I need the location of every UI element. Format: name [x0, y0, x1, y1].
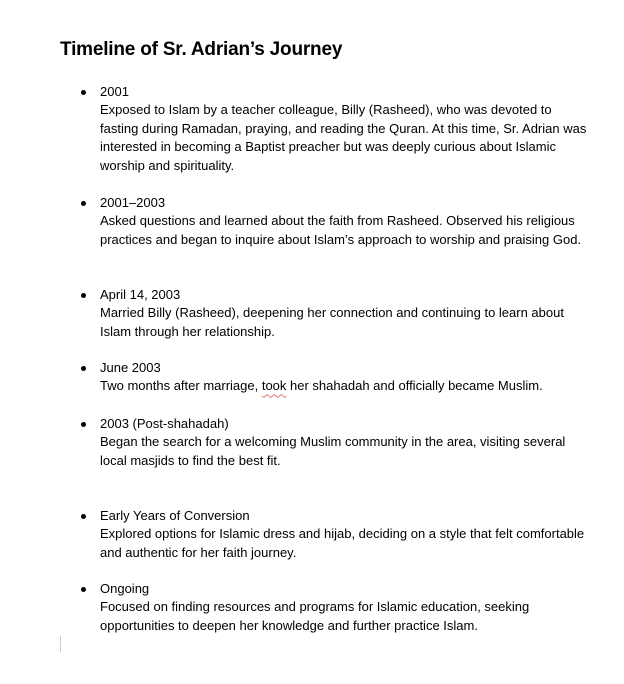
- timeline-entry: [100, 580, 590, 635]
- entry-date: 2001: [100, 84, 129, 99]
- description-text: Two months after marriage,: [100, 378, 262, 394]
- entry-description: Began the search for a welcoming Muslim community in the area, visiting several local masjids to find the best fit.: [100, 434, 566, 468]
- bullet-icon: [81, 201, 86, 206]
- entry-date: Early Years of Conversion: [100, 508, 250, 523]
- text-cursor: [60, 636, 61, 652]
- entry-date: June 2003: [100, 360, 161, 375]
- bullet-icon: [81, 366, 86, 371]
- timeline-entry: [100, 83, 590, 175]
- timeline-entry: [100, 415, 590, 470]
- entry-date: Ongoing: [100, 581, 150, 596]
- bullet-icon: [81, 90, 86, 95]
- bullet-icon: [81, 514, 86, 519]
- bullet-icon: [81, 587, 86, 592]
- timeline-entry: [100, 286, 590, 341]
- entry-date: April 14, 2003: [100, 287, 181, 302]
- entry-description: [100, 377, 590, 395]
- bullet-icon: [81, 422, 86, 427]
- page-title: Timeline of Sr. Adrian’s Journey: [60, 39, 343, 60]
- timeline-entry: [100, 507, 590, 562]
- timeline-entry: [100, 359, 590, 396]
- entry-description: Married Billy (Rasheed), deepening her connection and continuing to learn about Islam through her relationship.: [100, 305, 564, 339]
- entry-description: Exposed to Islam by a teacher colleague, Billy (Rasheed), who was devoted to fasting during Ramadan, praying, and reading the Quran. At this time, Sr. Adrian was interested in becoming a Baptist preacher but was deeply curious about Islamic worship and spirituality.: [100, 102, 587, 173]
- timeline-entry: [100, 194, 590, 249]
- entry-date: 2003 (Post-shahadah): [100, 416, 229, 431]
- entry-description: Explored options for Islamic dress and hijab, deciding on a style that felt comfortable and authentic for her faith journey.: [100, 526, 585, 560]
- entry-date: 2001–2003: [100, 195, 166, 210]
- entry-description: Asked questions and learned about the faith from Rasheed. Observed his religious practices and began to inquire about Islam’s approach to worship and praising God.: [100, 213, 582, 247]
- spellcheck-flagged-word[interactable]: took: [261, 378, 287, 394]
- entry-description: Focused on finding resources and programs for Islamic education, seeking opportunities to deepen her knowledge and further practice Islam.: [100, 599, 530, 633]
- bullet-icon: [81, 293, 86, 298]
- description-text: her shahadah and officially became Muslim.: [286, 378, 543, 394]
